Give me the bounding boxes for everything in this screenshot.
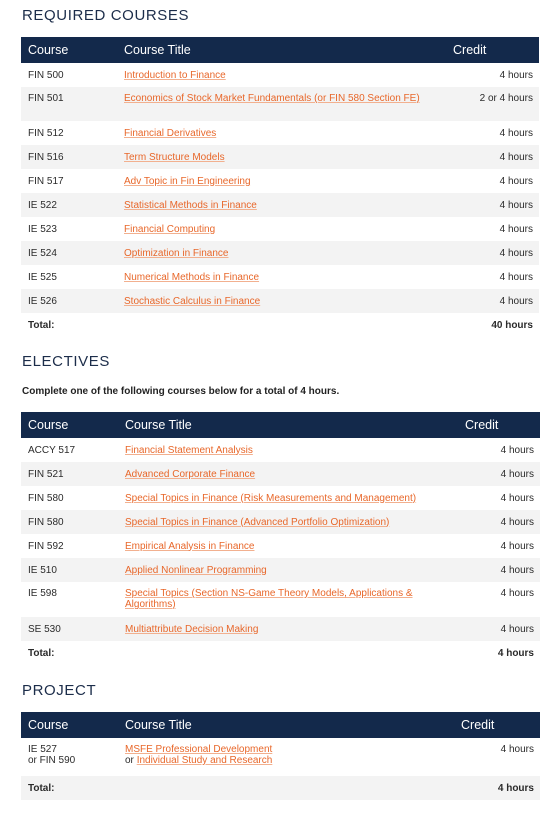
course-code: SE 530 — [28, 623, 61, 635]
credit-column-header: Credit — [453, 43, 487, 57]
table-row — [21, 462, 540, 486]
course-credit: 4 hours — [500, 468, 534, 480]
course-code: FIN 580 — [28, 516, 64, 528]
course-credit: 4 hours — [500, 588, 534, 599]
course-column-header: Course — [28, 718, 69, 732]
course-code-primary: IE 527 — [28, 744, 57, 755]
credit-column-header: Credit — [465, 418, 499, 432]
course-credit: 4 hours — [499, 151, 533, 163]
course-title-link[interactable]: Adv Topic in Fin Engineering — [124, 175, 251, 187]
table-header-row — [21, 712, 540, 738]
course-title-link[interactable]: Advanced Corporate Finance — [125, 468, 256, 480]
course-code: FIN 592 — [28, 540, 64, 552]
course-credit: 4 hours — [499, 247, 533, 259]
credit-column-header: Credit — [461, 718, 495, 732]
course-code: FIN 500 — [28, 69, 64, 81]
table-header-row — [21, 412, 540, 438]
course-credit: 4 hours — [499, 271, 533, 283]
course-code-alternate: or FIN 590 — [28, 755, 76, 766]
course-title-link[interactable]: Financial Statement Analysis — [125, 444, 253, 456]
total-value: 40 hours — [491, 319, 533, 331]
table-row — [21, 486, 540, 510]
table-row — [21, 87, 539, 121]
course-credit: 4 hours — [499, 175, 533, 187]
course-code: IE 598 — [28, 588, 57, 599]
course-title-link[interactable]: Stochastic Calculus in Finance — [124, 295, 261, 307]
required-courses-table — [21, 37, 539, 337]
course-credit: 4 hours — [500, 564, 534, 576]
course-credit: 4 hours — [500, 444, 534, 456]
course-title-link[interactable]: Numerical Methods in Finance — [124, 271, 260, 283]
course-title-link[interactable]: Optimization in Finance — [124, 247, 229, 259]
table-row — [21, 193, 539, 217]
course-code: IE 510 — [28, 564, 57, 576]
course-credit: 2 or 4 hours — [479, 93, 533, 104]
table-header-row — [21, 37, 539, 63]
course-title-link[interactable]: Special Topics (Section NS-Game Theory Models, Applications & Algorithms) — [125, 588, 413, 610]
course-code: FIN 517 — [28, 175, 64, 187]
course-title-link[interactable]: Empirical Analysis in Finance — [125, 540, 255, 552]
table-row — [21, 438, 540, 462]
table-row — [21, 289, 539, 313]
course-code: FIN 580 — [28, 492, 64, 504]
electives-section-title: ELECTIVES — [22, 353, 110, 370]
course-title-link[interactable]: Economics of Stock Market Fundamentals (or FIN 580 Section FE) — [124, 93, 420, 104]
course-credit: 4 hours — [499, 199, 533, 211]
total-row — [21, 313, 539, 337]
course-credit: 4 hours — [500, 744, 534, 755]
table-row — [21, 510, 540, 534]
electives-instructions: Complete one of the following courses below for a total of 4 hours. — [22, 386, 340, 397]
course-code: IE 525 — [28, 271, 57, 283]
course-title-link[interactable]: Statistical Methods in Finance — [124, 199, 257, 211]
table-row — [21, 241, 539, 265]
total-label: Total: — [28, 319, 55, 331]
total-label: Total: — [28, 782, 55, 794]
course-code: FIN 501 — [28, 93, 64, 104]
course-code: IE 523 — [28, 223, 57, 235]
course-code: ACCY 517 — [28, 444, 76, 456]
course-credit: 4 hours — [500, 516, 534, 528]
alternate-course-title-link[interactable]: Individual Study and Research — [136, 755, 273, 766]
course-title-column-header: Course Title — [125, 418, 192, 432]
total-label: Total: — [28, 647, 55, 659]
course-title-link[interactable]: Multiattribute Decision Making — [125, 623, 259, 635]
electives-table — [21, 412, 540, 665]
course-title-link[interactable]: Financial Derivatives — [124, 127, 217, 139]
or-connector: or — [125, 755, 134, 766]
total-row — [21, 641, 540, 665]
total-value: 4 hours — [497, 647, 534, 659]
course-code: IE 524 — [28, 247, 57, 259]
course-code: FIN 516 — [28, 151, 64, 163]
table-row — [21, 738, 540, 776]
table-row — [21, 217, 539, 241]
course-title-link[interactable]: MSFE Professional Development — [125, 744, 273, 755]
table-row — [21, 534, 540, 558]
course-credit: 4 hours — [499, 223, 533, 235]
course-credit: 4 hours — [500, 540, 534, 552]
total-row — [21, 776, 540, 800]
table-row — [21, 145, 539, 169]
course-code: IE 522 — [28, 199, 57, 211]
course-credit: 4 hours — [499, 69, 533, 81]
course-code: IE 526 — [28, 295, 57, 307]
course-credit: 4 hours — [500, 623, 534, 635]
table-row — [21, 265, 539, 289]
table-row — [21, 582, 540, 617]
course-title-link[interactable]: Introduction to Finance — [124, 69, 226, 81]
course-credit: 4 hours — [499, 127, 533, 139]
course-column-header: Course — [28, 43, 69, 57]
project-table — [21, 712, 540, 800]
course-title-column-header: Course Title — [125, 718, 192, 732]
table-row — [21, 617, 540, 641]
course-title-link[interactable]: Applied Nonlinear Programming — [125, 564, 267, 576]
course-code: FIN 521 — [28, 468, 64, 480]
table-row — [21, 63, 539, 87]
course-title-link[interactable]: Term Structure Models — [124, 151, 225, 163]
course-credit: 4 hours — [500, 492, 534, 504]
course-title-link[interactable]: Financial Computing — [124, 223, 216, 235]
course-column-header: Course — [28, 418, 69, 432]
project-section-title: PROJECT — [22, 682, 97, 699]
required-section-title: REQUIRED COURSES — [22, 7, 190, 24]
table-row — [21, 558, 540, 582]
course-title-link[interactable]: Special Topics in Finance (Risk Measurements and Management) — [125, 492, 417, 504]
course-code: FIN 512 — [28, 127, 64, 139]
course-code — [21, 738, 125, 776]
table-row — [21, 121, 539, 145]
course-title-column-header: Course Title — [124, 43, 191, 57]
table-row — [21, 169, 539, 193]
course-title-link[interactable]: Special Topics in Finance (Advanced Portfolio Optimization) — [125, 516, 390, 528]
course-credit: 4 hours — [499, 295, 533, 307]
total-value: 4 hours — [497, 782, 534, 794]
